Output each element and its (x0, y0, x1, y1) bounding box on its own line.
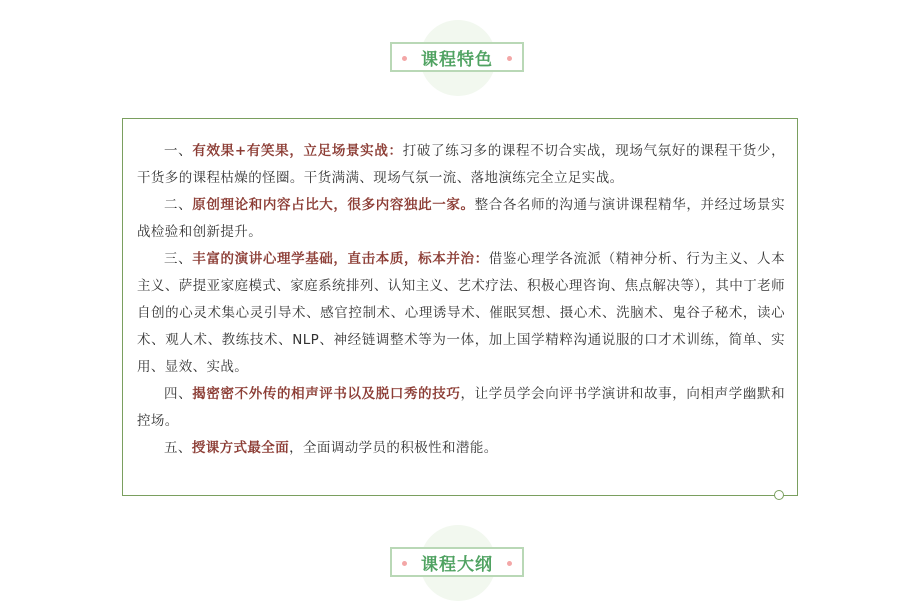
header-label-box (390, 547, 524, 577)
section-title: 课程大纲 (421, 554, 493, 575)
feature-paragraph-2 (137, 192, 785, 246)
paragraph-body: ，全面调动学员的积极性和潜能。 (289, 440, 498, 456)
decorative-dot-icon (507, 56, 512, 61)
paragraph-number: 四、 (164, 386, 193, 402)
paragraph-number: 二、 (164, 197, 193, 213)
header-label-box (390, 42, 524, 72)
paragraph-highlight: 授课方式最全面 (191, 440, 290, 456)
paragraph-body: 整合各名师的沟通与演讲课程精华，并经过场景实战检验和创新提升。 (137, 197, 786, 240)
decorative-dot-icon (507, 561, 512, 566)
paragraph-body: 借鉴心理学各流派（精神分析、行为主义、人本主义、萨提亚家庭模式、家庭系统排列、认知主义、艺术疗法、积极心理咨询、焦点解决等），其中丁老师自创的心灵术集心灵引导术、感官控制术、心理诱导术、催眠冥想、摄心术、洗脑术、鬼谷子秘术，读心术、观人术、教练技术、NLP、神经链调整术等为一体，加上国学精粹沟通说服的口才术训练，简单、实用、显效、实战。 (137, 251, 785, 375)
paragraph-highlight: 丰富的演讲心理学基础，直击本质，标本并治： (192, 251, 489, 267)
paragraph-number: 三、 (164, 251, 193, 267)
decorative-dot-icon (402, 561, 407, 566)
course-features-box (122, 118, 798, 496)
decorative-dot-icon (402, 56, 407, 61)
corner-ring-icon (774, 490, 784, 500)
section-header-features (0, 20, 917, 100)
paragraph-body: ，让学员学会向评书学演讲和故事，向相声学幽默和控场。 (137, 386, 785, 429)
feature-paragraph-1 (137, 138, 785, 192)
feature-paragraph-5 (137, 435, 785, 462)
paragraph-highlight: 原创理论和内容占比大，很多内容独此一家。 (192, 197, 475, 213)
paragraph-highlight: 揭密密不外传的相声评书以及脱口秀的技巧 (192, 386, 461, 402)
section-header-outline (0, 525, 917, 605)
feature-paragraph-4 (137, 381, 785, 435)
paragraph-number: 五、 (164, 440, 192, 456)
section-title: 课程特色 (421, 49, 493, 70)
paragraph-number: 一、 (164, 143, 193, 159)
feature-paragraph-3 (137, 246, 785, 381)
paragraph-body: 打破了练习多的课程不切合实战，现场气氛好的课程干货少，干货多的课程枯燥的怪圈。干货满满、现场气氛一流、落地演练完全立足实战。 (137, 143, 785, 186)
paragraph-highlight: 有效果+有笑果，立足场景实战： (192, 143, 403, 159)
